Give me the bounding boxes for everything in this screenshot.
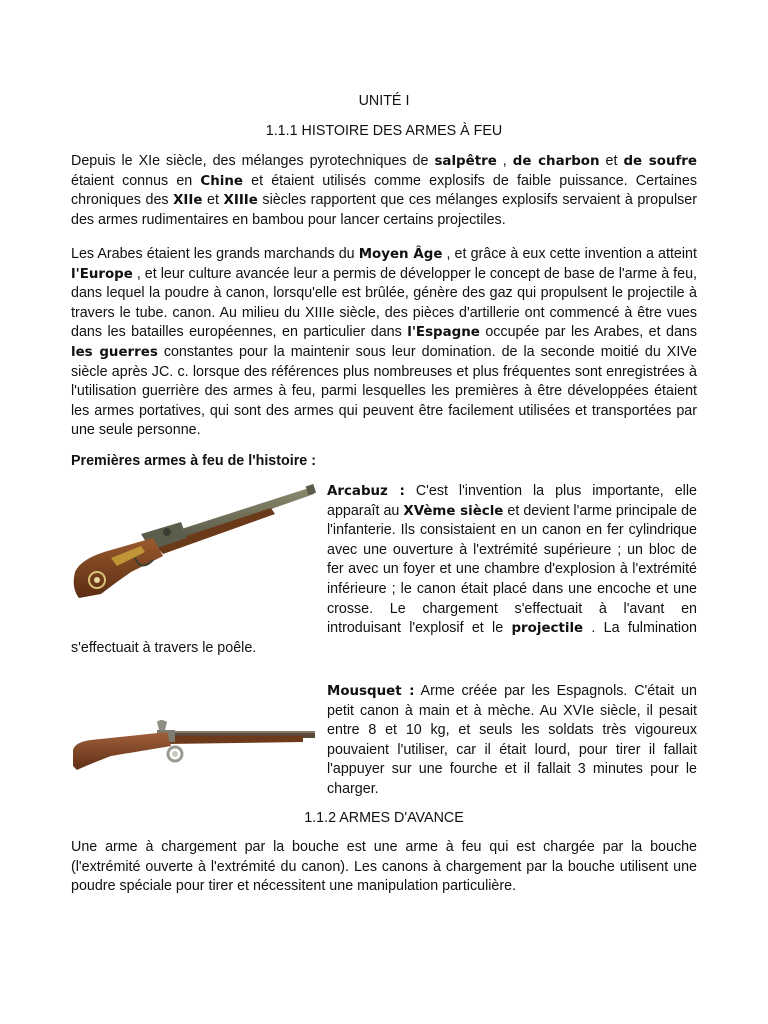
text-run: occupée par les Arabes, et dans (479, 324, 697, 341)
keyword-xiie: XIIe (173, 193, 203, 209)
keyword-moyen-age: Moyen Âge (358, 247, 443, 262)
keyword-europe: l'Europe (71, 266, 133, 282)
text-run: Depuis le XIe siècle, des mélanges pyrotechniques de (71, 153, 435, 169)
keyword-soufre: de soufre (623, 154, 697, 169)
text-run: Arme créée par les Espagnols. C'était un petit canon à main et à mèche. Au XVIe siècle, il pesait entre 8 et 10 kg, et seuls les soldats très vigoureux pouvaient l'utiliser, car il était lourd, pour tirer il fallait l'appuyer sur une fourche et il fallait 3 minutes pour le charger. (327, 683, 697, 797)
term-mousquet: Mousquet : (327, 684, 415, 699)
paragraph-intro (71, 152, 697, 230)
text-run: C'est l'invention la plus importante, elle apparaît au (327, 483, 697, 519)
text-run: étaient connus en (71, 172, 201, 189)
paragraph-history (71, 245, 697, 441)
text-run: , (496, 153, 513, 169)
text-run: siècles rapportent que ces mélanges explosifs servaient à propulser des armes rudimentaires en bambou pour lancer certains projectiles. (71, 192, 698, 228)
keyword-charbon: de charbon (512, 154, 600, 169)
text-run: et étaient utilisés comme explosifs de faible puissance. Certaines chroniques des (71, 172, 697, 209)
arcabuz-paragraph (71, 482, 697, 658)
keyword-projectile: projectile (511, 621, 584, 637)
keyword-guerres: les guerres (71, 344, 158, 360)
section-heading-1: 1.1.1 HISTOIRE DES ARMES À FEU (265, 123, 503, 139)
first-weapons-heading: Premières armes à feu de l'histoire : (71, 453, 316, 469)
term-arcabuz: Arcabuz : (327, 484, 405, 499)
image-spacer (71, 682, 327, 822)
paragraph-muzzle-loader: Une arme à chargement par la bouche est une arme à feu qui est chargée par la bouche (l'extrémité ouverte à l'extrémité du canon). Les canons à chargement par la bouche utilisent une poudre spéciale pour tirer et nécessitent une manipulation particulière. (71, 839, 697, 895)
keyword-espagne: l'Espagne (407, 325, 480, 341)
keyword-salpetre: salpêtre (434, 154, 497, 169)
keyword-xveme-siecle: XVème siècle (403, 503, 504, 519)
text-run: , et leur culture avancée leur a permis de développer le concept de base de l'arme à feu, dans lequel la poudre à canon, lorsqu'elle est brûlée, génère des gaz qui propulsent le projectile à travers le tube. canon. Au milieu du XIIIe siècle, des pièces d'artillerie ont commencé à être vues dans les batailles européennes, en particulier dans (71, 265, 697, 341)
text-run: et devient l'arme principale de l'infanterie. Ils consistaient en un canon en fer cylindrique avec une ouverture à l'extrémité supérieure ; un bloc de fer avec un foyer et une chambre d'explosion à l'extrémité inférieure ; le canon était placé dans une encoche et une crosse. Le chargement s'effectuait à l'avant en introduisant l'explosif et le (327, 502, 697, 637)
keyword-xiiie: XIIIe (223, 193, 258, 209)
text-run: constantes pour la maintenir sous leur domination. de la seconde moitié du XIVe siècle après JC. c. lorsque des références plus nombreuses et plus fréquentes sont enregistrées à l'utilisation guerrière des armes à feu, parmi lesquelles les premières à être développées étaient les armes portatives, qui sont des armes qui peuvent être facilement utilisées et transportées par une seule personne. (71, 343, 698, 439)
text-run: et (202, 192, 224, 209)
keyword-chine: Chine (200, 173, 243, 189)
text-run: . La fulmination s'effectuait à travers le poêle. (71, 620, 697, 656)
section-heading-2: 1.1.2 ARMES D'AVANCE (304, 810, 464, 826)
text-run: et (599, 153, 624, 169)
image-spacer (71, 482, 327, 636)
text-run: Les Arabes étaient les grands marchands du (71, 246, 359, 262)
unit-title: UNITÉ I (358, 93, 410, 109)
mousquet-paragraph (71, 682, 697, 822)
text-run: , et grâce à eux cette invention a atteint (442, 246, 697, 262)
